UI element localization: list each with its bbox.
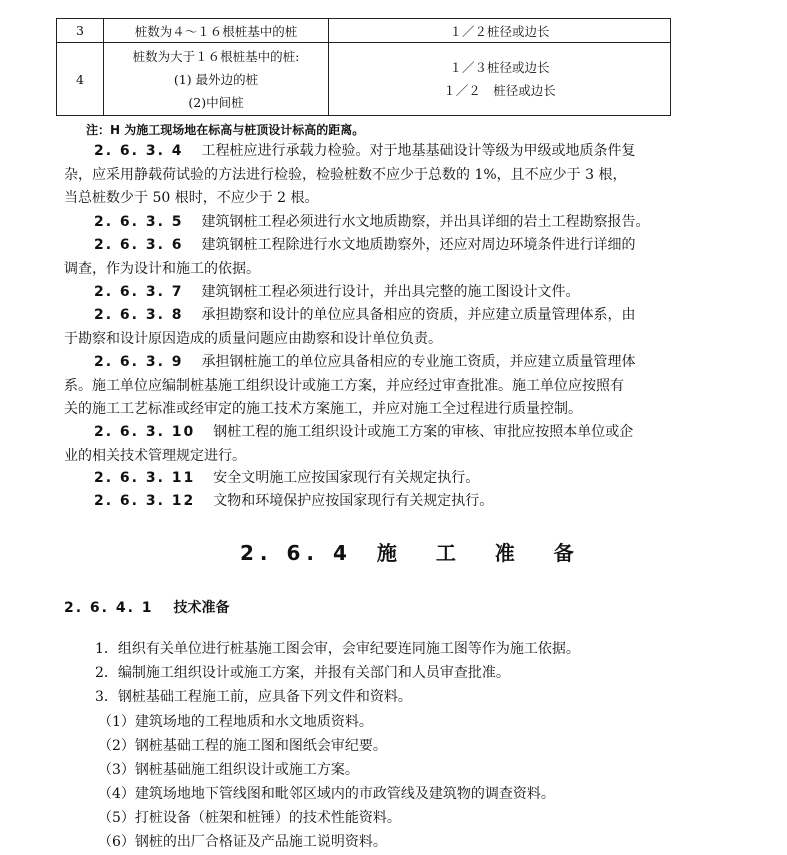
pile-spacing-table	[56, 18, 671, 116]
table-row	[57, 43, 671, 116]
subsection-heading	[64, 597, 230, 617]
clause-text: 建筑钢桩工程必须进行设计，并出具完整的施工图设计文件。	[201, 284, 580, 300]
clause-text: 工程桩应进行承载力检验。对于地基基础设计等级为甲级或地质条件复	[201, 143, 636, 159]
sub-list-item: （3）钢桩基础施工组织设计或施工方案。	[98, 762, 359, 778]
sub-list-item: （4）建筑场地地下管线图和毗邻区域内的市政管线及建筑物的调查资料。	[98, 786, 555, 802]
clause-line	[64, 211, 679, 235]
sub-list-item: （1）建筑场地的工程地质和水文地质资料。	[98, 714, 373, 730]
clause-number: 2. 6. 3. 11	[94, 470, 196, 486]
subsection-number: 2. 6. 4. 1	[64, 600, 154, 616]
cell-line: (1) 最外边的桩	[173, 71, 259, 87]
clause-line	[64, 467, 679, 491]
clause-text: 业的相关技术管理规定进行。	[64, 447, 246, 464]
clause-text: 杂，应采用静载荷试验的方法进行检验，检验桩数不应少于总数的 1%，且不应少于 3 根，	[64, 166, 627, 183]
list-item: 2．编制施工组织设计或施工方案，并报有关部门和人员审查批准。	[95, 665, 510, 681]
clause-text: 当总桩数少于 50 根时，不应少于 2 根。	[64, 190, 319, 206]
clause-number: 2. 6. 3. 7	[94, 284, 184, 300]
section-number: 2. 6. 4	[240, 541, 353, 565]
clause-number: 2. 6. 3. 9	[94, 354, 184, 370]
clause-text: 安全文明施工应按国家现行有关规定执行。	[213, 470, 480, 486]
clause-line	[64, 281, 679, 305]
clause-text: 承担勘察和设计的单位应具备相应的资质，并应建立质量管理体系，由	[201, 307, 636, 323]
clause-paragraph	[64, 351, 679, 422]
clause-paragraph	[64, 490, 679, 514]
clause-paragraph	[64, 234, 679, 281]
sub-list-item: （5）打桩设备（桩架和桩锤）的技术性能资料。	[98, 810, 401, 826]
clause-text: 钢桩工程的施工组织设计或施工方案的审核、审批应按照本单位或企	[213, 424, 634, 440]
cell-line: １／２ 桩径或边长	[443, 83, 556, 98]
subsection-title: 技术准备	[173, 600, 230, 616]
table-cell-condition	[104, 43, 329, 116]
clause-text: 关的施工工艺标准或经审定的施工技术方案施工，并应对施工全过程进行质量控制。	[64, 401, 582, 417]
clause-line	[64, 328, 679, 352]
clause-number: 2. 6. 3. 10	[94, 424, 196, 440]
clause-text: 调查，作为设计和施工的依据。	[64, 260, 260, 277]
clause-text: 系。施工单位应编制桩基施工组织设计或施工方案，并应经过审查批准。施工单位应按照有	[64, 377, 624, 394]
clause-line	[64, 304, 679, 328]
clause-text: 文物和环境保护应按国家现行有关规定执行。	[213, 493, 494, 509]
clause-line	[64, 234, 679, 258]
table-cell-condition: 桩数为４～１６根桩基中的桩	[104, 19, 329, 43]
sub-list-item: （2）钢桩基础工程的施工图和图纸会审纪要。	[98, 738, 387, 754]
clause-number: 2. 6. 3. 12	[94, 493, 196, 509]
clause-line	[64, 164, 679, 188]
clause-number: 2. 6. 3. 8	[94, 307, 184, 323]
section-heading	[240, 537, 590, 566]
clause-line	[64, 375, 679, 399]
clause-text: 建筑钢桩工程除进行水文地质勘察外，还应对周边环境条件进行详细的	[201, 237, 636, 253]
cell-line: １／３桩径或边长	[449, 60, 550, 75]
clause-number: 2. 6. 3. 6	[94, 237, 184, 253]
clause-line	[64, 398, 679, 422]
cell-line: (2)中间桩	[188, 94, 244, 110]
clause-paragraph	[64, 140, 679, 211]
clause-line	[64, 258, 679, 282]
clause-line	[64, 187, 679, 211]
list-item: 3．钢桩基础工程施工前，应具备下列文件和资料。	[95, 689, 412, 705]
cell-line: 桩数为大于１６根桩基中的桩:	[132, 48, 300, 64]
table-cell-num: 3	[57, 19, 104, 43]
clause-paragraph	[64, 211, 679, 235]
table-cell-value: １／２桩径或边长	[329, 19, 671, 43]
table-note: 注：H 为施工现场地在标高与桩顶设计标高的距离。	[86, 123, 365, 137]
clause-text: 建筑钢桩工程必须进行水文地质勘察，并出具详细的岩土工程勘察报告。	[201, 214, 650, 230]
clause-line	[64, 140, 679, 164]
clause-number: 2. 6. 3. 5	[94, 214, 184, 230]
table-cell-num: 4	[57, 43, 104, 116]
clause-line	[64, 445, 679, 469]
list-item: 1．组织有关单位进行桩基施工图会审，会审纪要连同施工图等作为施工依据。	[95, 641, 580, 657]
clause-paragraph	[64, 467, 679, 491]
clause-text: 于勘察和设计原因造成的质量问题应由勘察和设计单位负责。	[64, 330, 442, 347]
sub-list-item: （6）钢桩的出厂合格证及产品施工说明资料。	[98, 834, 387, 850]
table-cell-value	[329, 43, 671, 116]
section-title: 施 工 准 备	[376, 541, 590, 565]
clause-text: 承担钢桩施工的单位应具备相应的专业施工资质，并应建立质量管理体	[201, 354, 636, 370]
clause-line	[64, 351, 679, 375]
clause-paragraph	[64, 304, 679, 351]
clause-paragraph	[64, 421, 679, 468]
clause-line	[64, 490, 679, 514]
clause-paragraph	[64, 281, 679, 305]
table-row	[57, 19, 671, 43]
clause-line	[64, 421, 679, 445]
clause-number: 2. 6. 3. 4	[94, 143, 184, 159]
